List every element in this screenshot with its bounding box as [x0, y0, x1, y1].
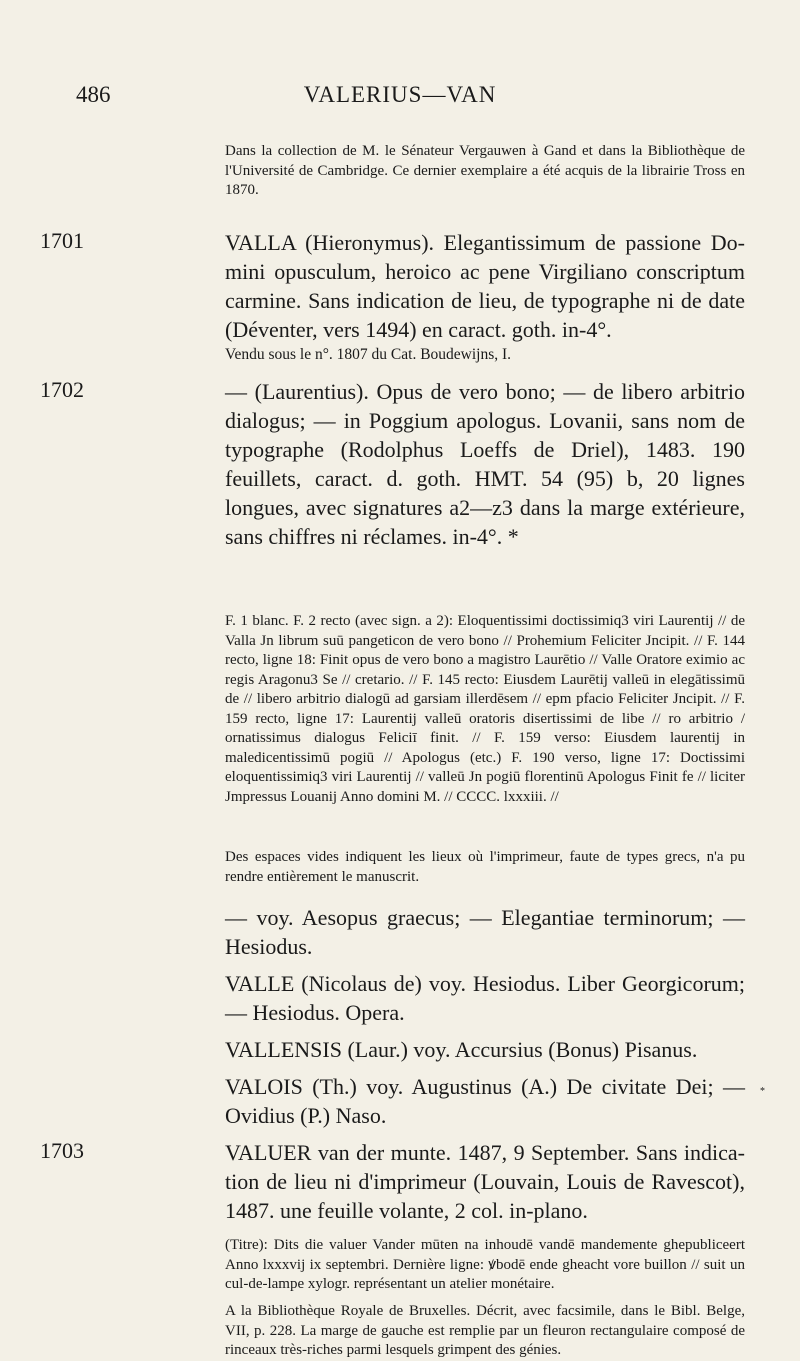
crossref-valois: VALOIS (Th.) voy. Augustinus (A.) De civitate Dei; — Ovidius (P.) Naso.	[225, 1074, 745, 1128]
entry-number-1703: 1703	[40, 1138, 84, 1163]
intro-note: Dans la collection de M. le Sénateur Vergauwen à Gand et dans la Bibliothèque de l'Université de Cambridge. Ce dernier exemplaire a été acquis de la librairie Tross en 1870.	[225, 143, 745, 198]
entry-1701-text: VALLA (Hieronymus). Elegantissimum de passione Domini opusculum, heroico ac pene Virgiliano conscriptum carmine. Sans indication de lieu, de typographe ni de date (Déventer, vers 1494) en caract. goth. in-4°.	[225, 230, 745, 342]
page-number: 486	[76, 82, 111, 107]
entry-1701-sale-note: Vendu sous le n°. 1807 du Cat. Boudewijns, I.	[225, 346, 512, 363]
crossref-vallensis: VALLENSIS (Laur.) voy. Accursius (Bonus) Pisanus.	[225, 1037, 698, 1062]
margin-mark: *	[760, 1086, 765, 1097]
entry-1703-text: VALUER van der munte. 1487, 9 September. Sans indication de lieu ni d'imprimeur (Louvain, Louis de Ravescot), 1487. une feuille volante, 2 col. in-plano.	[225, 1140, 745, 1223]
entry-1703-library-note: A la Bibliothèque Royale de Bruxelles. Décrit, avec facsimile, dans le Bibl. Belge, VII, p. 228. La marge de gauche est remplie par un fleuron rectangulaire composé de rinceaux très-riches parmi lesquels grimpent des génies.	[225, 1303, 745, 1358]
entry-number-1702: 1702	[40, 377, 84, 402]
entry-number-1701: 1701	[40, 228, 84, 253]
entry-1702-text: — (Laurentius). Opus de vero bono; — de libero arbitrio dialogus; — in Poggium apologus. Lovanii, sans nom de typographe (Rodolphus Loeffs de Driel), 1483. 190 feuillets, caract. d. goth. HMT. 54 (95) b, 20 lignes longues, avec signatures a2—z3 dans la marge extérieure, sans chiffres ni réclames. in-4°. *	[225, 379, 745, 549]
page-header	[0, 82, 800, 122]
entry-1702-remark: Des espaces vides indiquent les lieux où l'imprimeur, faute de types grecs, n'a pu rendre entièrement le manuscrit.	[225, 849, 745, 885]
crossref-aesopus: — voy. Aesopus graecus; — Elegantiae terminorum; — Hesiodus.	[225, 905, 745, 959]
entry-1702-collation: F. 1 blanc. F. 2 recto (avec sign. a 2): Eloquentissimi doctissimiq3 viri Laurentij // de Valla Jn librum suū pangeticon de vero bono // Prohemium Feliciter Jncipit. // F. 144 recto, ligne 18: Finit opus de vero bono a magistro Laurētio // Valle Oratore eximio ac regis Aragonu3 Se // cretario. // F. 145 recto: Eiusdem Laurētij valleū in elegātissimū de // libero arbitrio dialogū ad garsiam illerdēsem // epm pfacio Feliciter Jncipit. // F. 159 recto, ligne 17: Laurentij valleū oratoris disertissimi de libe // ro arbitrio / ornatissimus dialogus Feliciī finit. // F. 159 verso: Eiusdem laurentij in maledicentissimū pogiū // Apologus (etc.) F. 190 verso, ligne 17: Doctissimi eloquentissimiq3 viri Laurentij // valleū Jn pogiū florentinū Apologus Finit fe // liciter Jmpressus Louanij Anno domini M. // CCCC. lxxxiii. //	[225, 613, 745, 805]
running-title: VALERIUS—VAN	[303, 82, 497, 107]
crossref-valle: VALLE (Nicolaus de) voy. Hesiodus. Liber Georgicorum; — Hesiodus. Opera.	[225, 971, 745, 1025]
entry-1703-title-note: (Titre): Dits die valuer Vander mūten na inhoudē vandē mandemente ghepubliceert Anno lxxxvij ix septembri. Dernière ligne: ꝟbodē ende gheacht vore buillon // suit un cul-de-lampe xylogr. représentant un atelier monétaire.	[225, 1237, 745, 1292]
